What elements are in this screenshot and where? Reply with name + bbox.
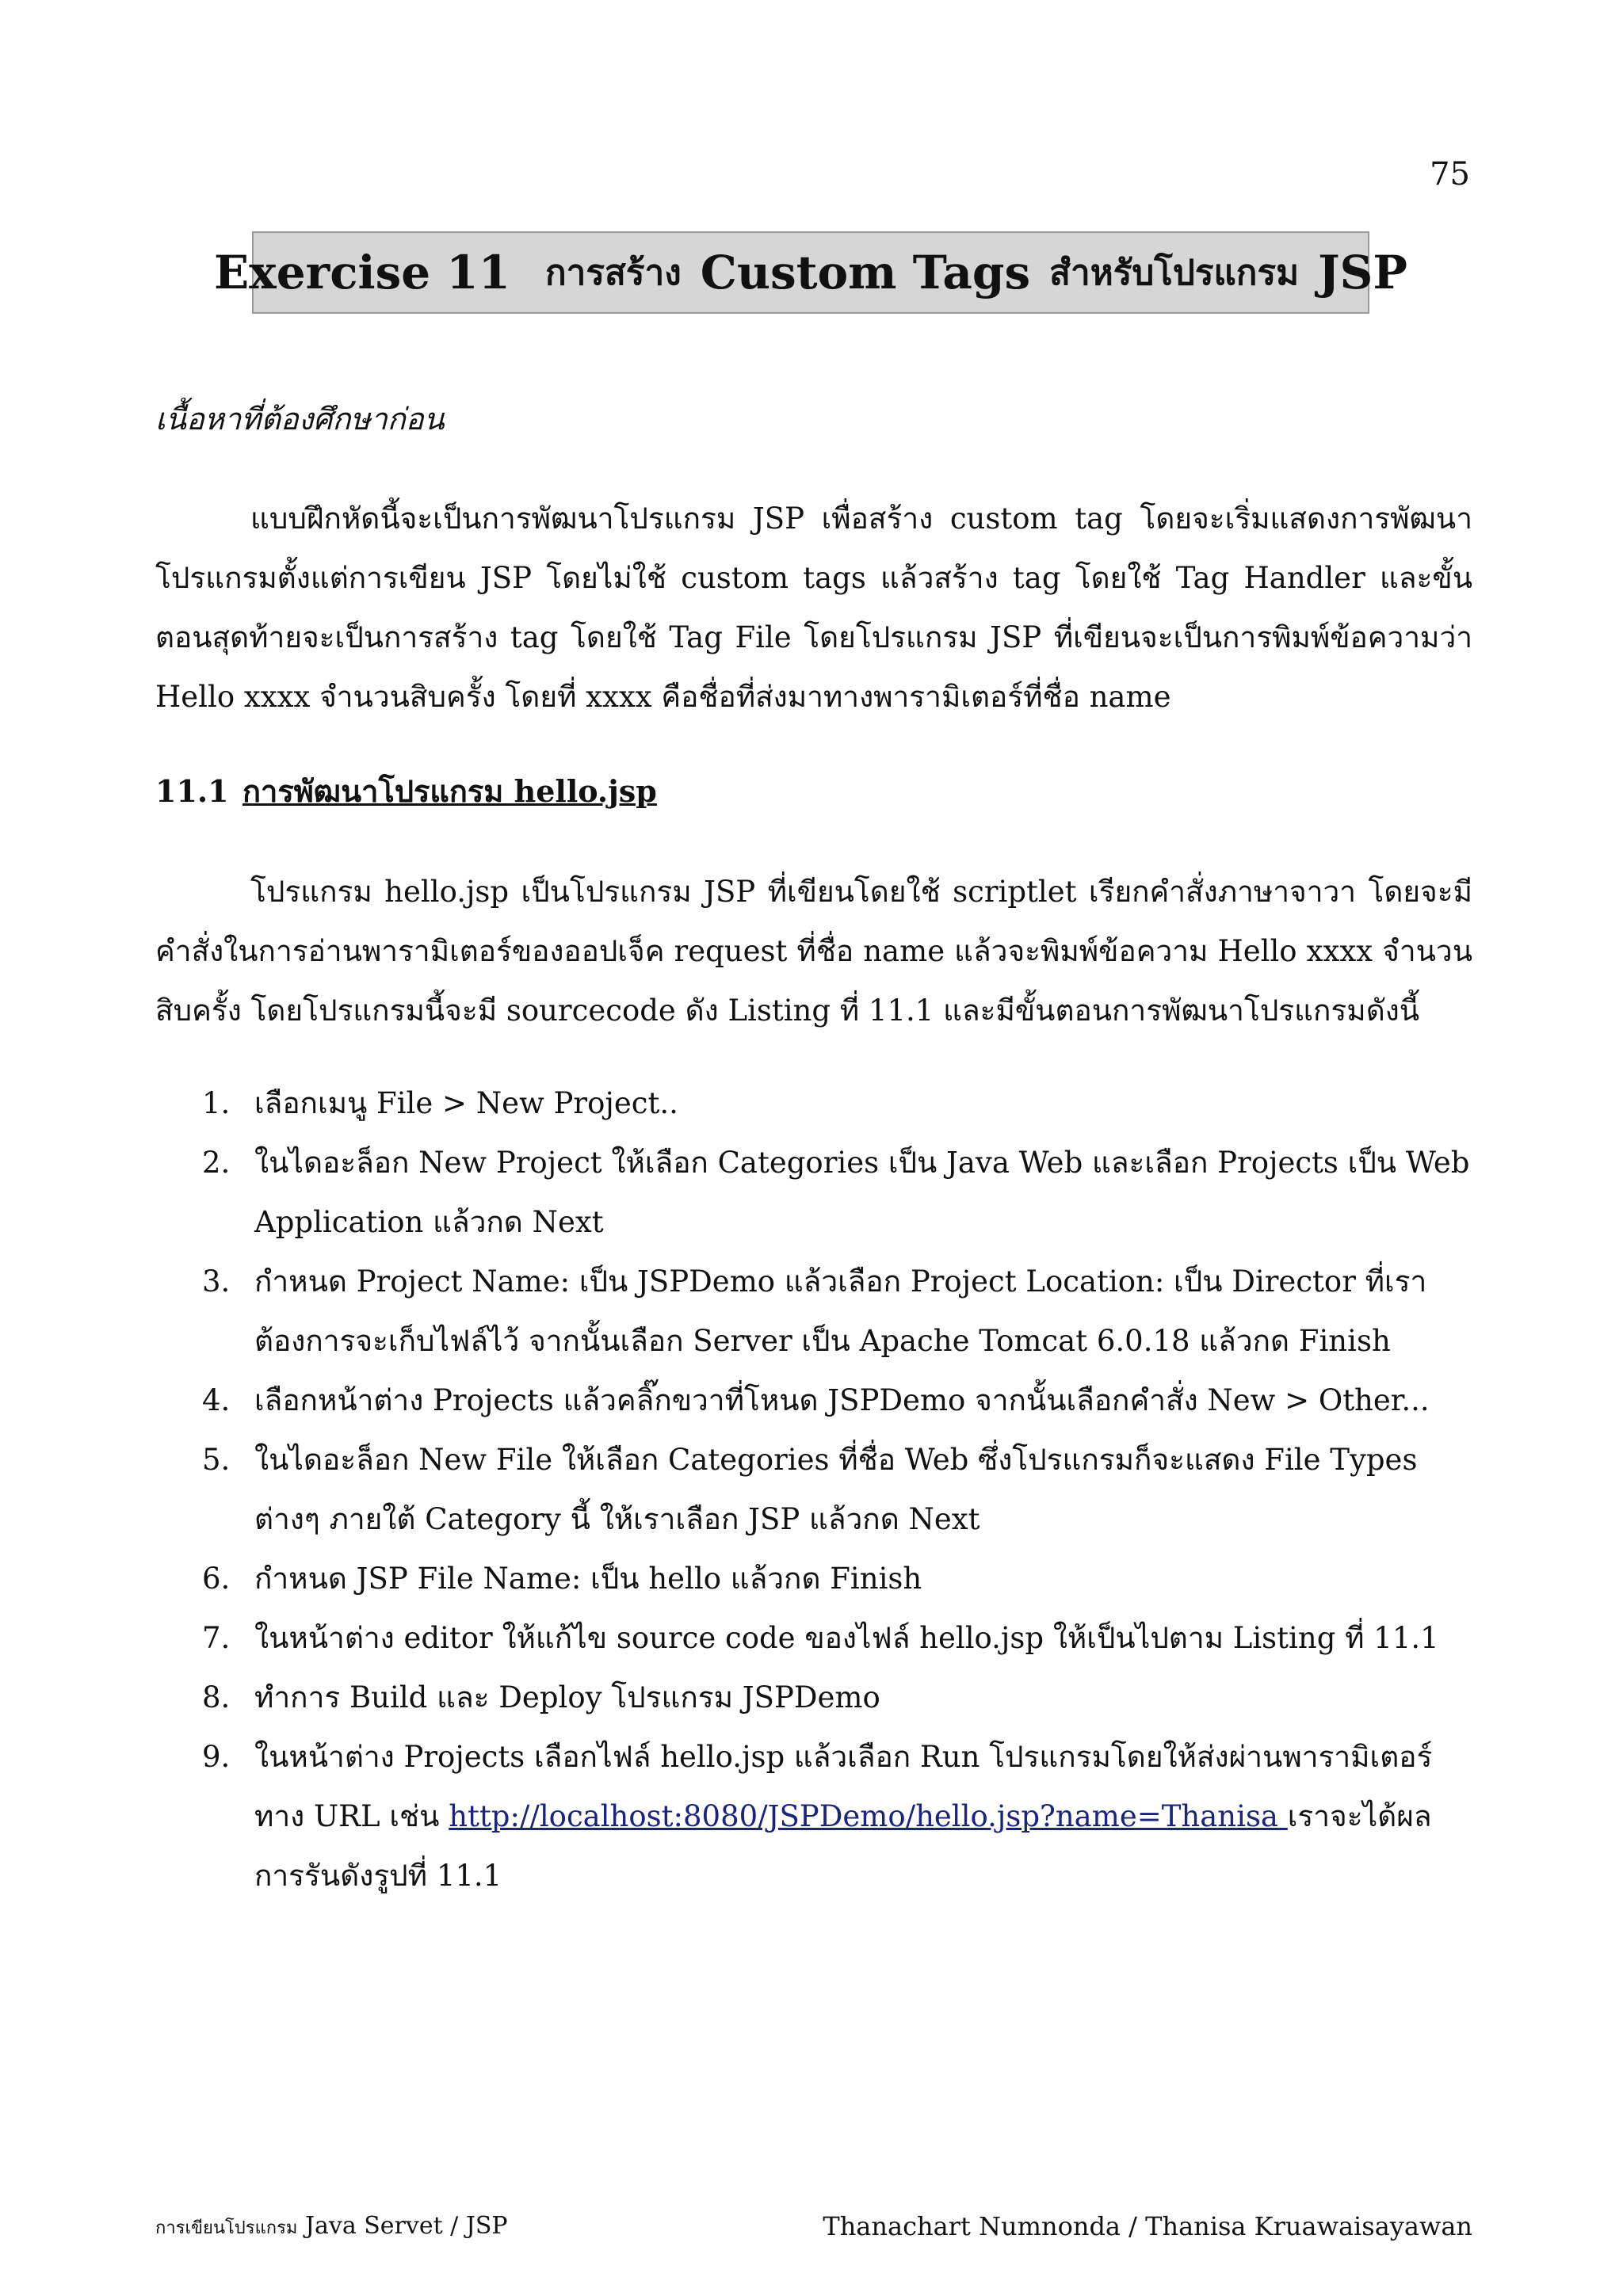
step-marker: 9. (202, 1740, 231, 1774)
list-item (202, 1608, 1470, 1668)
title-thai-middle: สำหรับโปรแกรม (1049, 253, 1300, 293)
exercise-title-banner (213, 231, 1408, 314)
step-marker: 8. (202, 1680, 231, 1714)
step-marker: 7. (202, 1621, 231, 1655)
step-marker: 6. (202, 1562, 231, 1596)
step-text: ทำการ Build และ Deploy โปรแกรม JSPDemo (254, 1680, 880, 1714)
example-url-link[interactable]: http://localhost:8080/JSPDemo/hello.jsp?name=Thanisa (449, 1799, 1288, 1833)
step-marker: 3. (202, 1264, 231, 1299)
intro-paragraph-text: แบบฝึกหัดนี้จะเป็นการพัฒนาโปรแกรม JSP เพื่อสร้าง custom tag โดยจะเริ่มแสดงการพัฒนาโปรแกรมตั้งแต่การเขียน JSP โดยไม่ใช้ custom tags แล้วสร้าง tag โดยใช้ Tag Handler และขั้นตอนสุดท้ายจะเป็นการสร้าง tag โดยใช้ Tag File โดยโปรแกรม JSP ที่เขียนจะเป็นการพิมพ์ข้อความว่า Hello xxxx จำนวนสิบครั้ง โดยที่ xxxx คือชื่อที่ส่งมาทางพารามิเตอร์ที่ชื่อ name (155, 502, 1472, 714)
list-item (202, 1668, 1470, 1727)
step9-text-before: ในหน้าต่าง Projects เลือกไฟล์ hello.jsp แล้วเลือก Run โปรแกรมโดยให้ส่งผ่านพารามิเตอร์ทาง URL เช่น (254, 1740, 1433, 1833)
list-item (202, 1371, 1470, 1430)
list-item (202, 1430, 1470, 1549)
step-marker: 2. (202, 1146, 231, 1180)
step-text: เลือกหน้าต่าง Projects แล้วคลิ๊กขวาที่โหนด JSPDemo จากนั้นเลือกคำสั่ง New > Other... (254, 1383, 1430, 1417)
prerequisite-heading: เนื้อหาที่ต้องศึกษาก่อน (155, 402, 445, 437)
list-item (202, 1252, 1470, 1371)
footer-authors: Thanachart Numnonda / Thanisa Kruawaisayawan (823, 2211, 1472, 2241)
step9-text-after: เราจะได้ผลการรันดังรูปที่ 11.1 (254, 1799, 1432, 1893)
footer-course-thai: การเขียนโปรแกรม (155, 2218, 298, 2238)
step-text: กำหนด Project Name: เป็น JSPDemo แล้วเลือก Project Location: เป็น Director ที่เราต้องการจะเก็บไฟล์ไว้ จากนั้นเลือก Server เป็น Apache Tomcat 6.0.18 แล้วกด Finish (254, 1264, 1427, 1358)
page-number: 75 (1430, 156, 1470, 193)
section-title: การพัฒนาโปรแกรม hello.jsp (242, 773, 657, 809)
step-text (254, 1727, 1470, 1905)
section-paragraph-text: โปรแกรม hello.jsp เป็นโปรแกรม JSP ที่เขียนโดยใช้ scriptlet เรียกคำสั่งภาษาจาวา โดยจะมีคำสั่งในการอ่านพารามิเตอร์ของออปเจ็ค request ที่ชื่อ name แล้วจะพิมพ์ข้อความ Hello xxxx จำนวนสิบครั้ง โดยโปรแกรมนี้จะมี sourcecode ดัง Listing ที่ 11.1 และมีขั้นตอนการพัฒนาโปรแกรมดังนี้ (155, 875, 1472, 1028)
section-number: 11.1 (155, 773, 229, 809)
footer-course-title (155, 2210, 508, 2245)
exercise-number: Exercise 11 (213, 246, 511, 299)
intro-paragraph (155, 489, 1472, 727)
list-item (202, 1727, 1470, 1905)
list-item (202, 1074, 1470, 1133)
title-jsp: JSP (1318, 246, 1408, 299)
step-marker: 1. (202, 1086, 231, 1120)
step-text: กำหนด JSP File Name: เป็น hello แล้วกด Finish (254, 1562, 922, 1596)
title-custom-tags: Custom Tags (700, 246, 1031, 299)
footer-course-name: Java Servet / JSP (304, 2212, 508, 2240)
step-text: ในไดอะล็อก New File ให้เลือก Categories ที่ชื่อ Web ซึ่งโปรแกรมก็จะแสดง File Types ต่างๆ ภายใต้ Category นี้ ให้เราเลือก JSP แล้วกด Next (254, 1443, 1418, 1536)
title-thai-prefix: การสร้าง (545, 253, 682, 293)
section-paragraph (155, 862, 1472, 1040)
steps-list (202, 1074, 1470, 1905)
step-marker: 5. (202, 1443, 231, 1477)
step-marker: 4. (202, 1383, 231, 1417)
step-text: เลือกเมนู File > New Project.. (254, 1086, 678, 1120)
section-heading (155, 772, 657, 810)
step-text: ในไดอะล็อก New Project ให้เลือก Categories เป็น Java Web และเลือก Projects เป็น Web Application แล้วกด Next (254, 1146, 1470, 1239)
list-item (202, 1133, 1470, 1252)
list-item (202, 1549, 1470, 1608)
step-text: ในหน้าต่าง editor ให้แก้ไข source code ของไฟล์ hello.jsp ให้เป็นไปตาม Listing ที่ 11.1 (254, 1621, 1439, 1655)
